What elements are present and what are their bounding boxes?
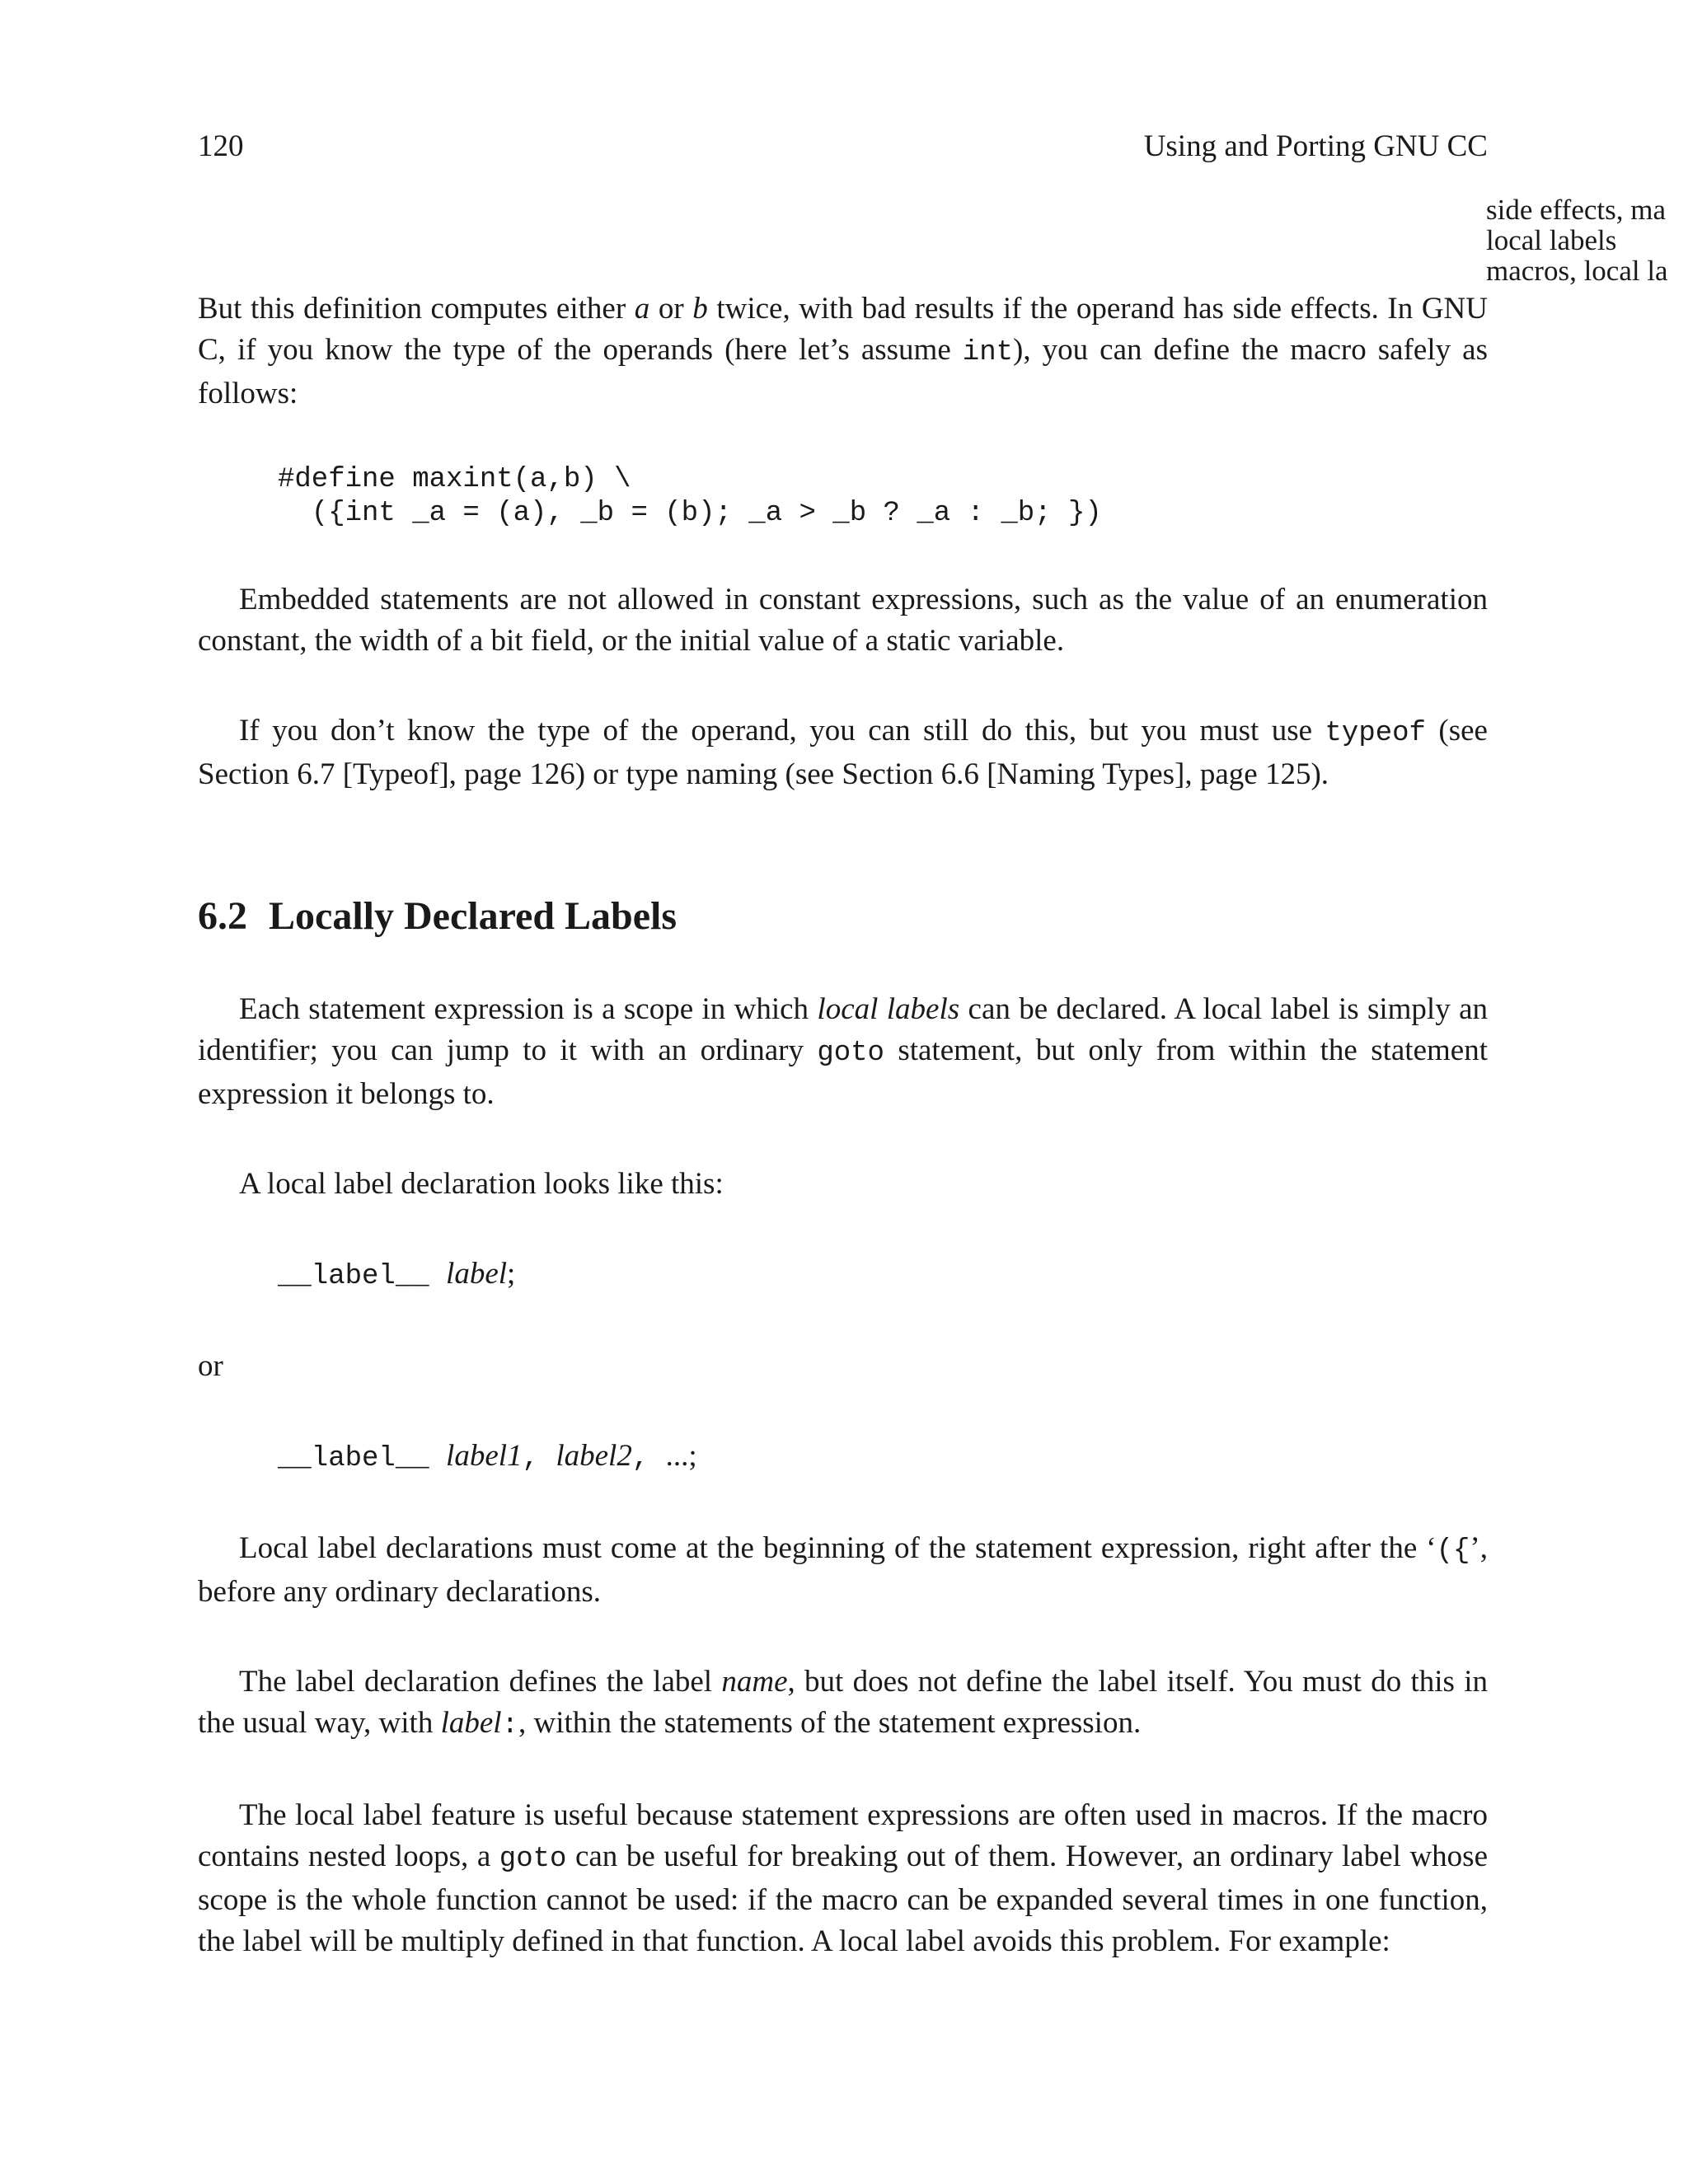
text: , within the statements of the statement expression.: [518, 1706, 1142, 1740]
page-body: [198, 288, 1488, 2011]
section-title: Locally Declared Labels: [269, 894, 678, 938]
paragraph-label-name: [198, 1661, 1488, 1746]
text: But this definition computes either: [198, 292, 635, 326]
text: (see Section 6.7 [Typeof], page 126) or type naming (see Section 6.6 [Naming Types], page 125).: [198, 714, 1488, 791]
text: ;: [688, 1439, 697, 1473]
text: If you don’t know the type of the operand, you can still do this, but you must use: [239, 714, 1325, 748]
text: or: [649, 292, 693, 326]
italic-term: a: [634, 292, 650, 326]
section-number: 6.2: [198, 894, 247, 938]
italic-term: b: [692, 292, 708, 326]
index-entry: macros, local la: [1486, 255, 1668, 286]
text: ’, before any ordinary declarations.: [198, 1531, 1488, 1609]
text: can be useful for breaking out of them. However, an ordinary label whose scope is the whole function cannot be used: if the macro can be expanded several times in one function, the label will be multiply defined in that function. A local label avoids this problem. For example:: [198, 1840, 1488, 1958]
code-punct: ,: [631, 1443, 666, 1474]
paragraph-local-label-usefulness: [198, 1795, 1488, 1962]
text: Local label declarations must come at the beginning of the statement expression, right after the ‘: [239, 1531, 1437, 1565]
code-label-declaration: [278, 1254, 1488, 1297]
paragraph-local-labels-scope: [198, 989, 1488, 1115]
index-entry: side effects, ma: [1486, 194, 1667, 226]
paragraph-definition-side-effects: [198, 288, 1488, 415]
code-keyword: __label__: [278, 1261, 447, 1292]
or-text: or: [198, 1349, 223, 1383]
index-margin-notes: [1486, 194, 1688, 286]
code-term: typeof: [1325, 718, 1426, 749]
text: ), you can define the macro safely as follows:: [198, 333, 1488, 410]
code-term: goto: [499, 1844, 567, 1875]
text: , but does not define the label itself. You must do this in the usual way, with: [198, 1665, 1488, 1740]
text: The local label feature is useful because statement expressions are often used in macros. If the macro contains nested loops, a: [198, 1798, 1488, 1873]
italic-term: label2: [556, 1439, 632, 1473]
code-punct: ,: [522, 1443, 556, 1474]
code-term: int: [962, 337, 1014, 368]
code-keyword: __label__: [278, 1443, 447, 1474]
paragraph-declaration-placement: [198, 1528, 1488, 1613]
text: can be declared. A local label is simply an identifier; you can jump to it with an ordinary: [198, 992, 1488, 1067]
text: Each statement expression is a scope in which: [239, 992, 818, 1026]
italic-term: label: [440, 1706, 502, 1740]
code-block-maxint: [278, 463, 1488, 531]
paragraph-typeof: [198, 710, 1488, 795]
code-line: ({int _a = (a), _b = (b); _a > _b ? _a : _b; }): [278, 498, 1102, 529]
italic-term: local labels: [817, 992, 960, 1026]
paragraph-embedded-statements: Embedded statements are not allowed in constant expressions, such as the value of an enumeration constant, the width of a bit field, or the initial value of a static variable.: [198, 583, 1488, 658]
code-punct: :: [501, 1710, 518, 1741]
code-term: goto: [817, 1038, 884, 1069]
text: The label declaration defines the label: [239, 1665, 722, 1699]
code-term: ({: [1436, 1535, 1470, 1567]
section-heading: [198, 892, 1488, 941]
code-line: #define maxint(a,b) \: [278, 464, 631, 495]
italic-term: label: [446, 1257, 508, 1291]
code-label-declaration-multiple: [278, 1436, 1488, 1479]
text: ;: [507, 1257, 516, 1291]
italic-term: label1: [446, 1439, 523, 1473]
italic-term: name: [721, 1665, 788, 1699]
running-title: Using and Porting GNU CC: [1143, 129, 1488, 163]
paragraph-declaration-intro: A local label declaration looks like this:: [239, 1167, 724, 1201]
text: ...: [665, 1439, 689, 1473]
text: statement, but only from within the statement expression it belongs to.: [198, 1033, 1488, 1111]
index-entry: local labels: [1486, 224, 1617, 256]
text: twice, with bad results if the operand has side effects. In GNU C, if you know the type of the operands (here let’s assume: [198, 292, 1488, 367]
page-number: 120: [198, 129, 244, 163]
